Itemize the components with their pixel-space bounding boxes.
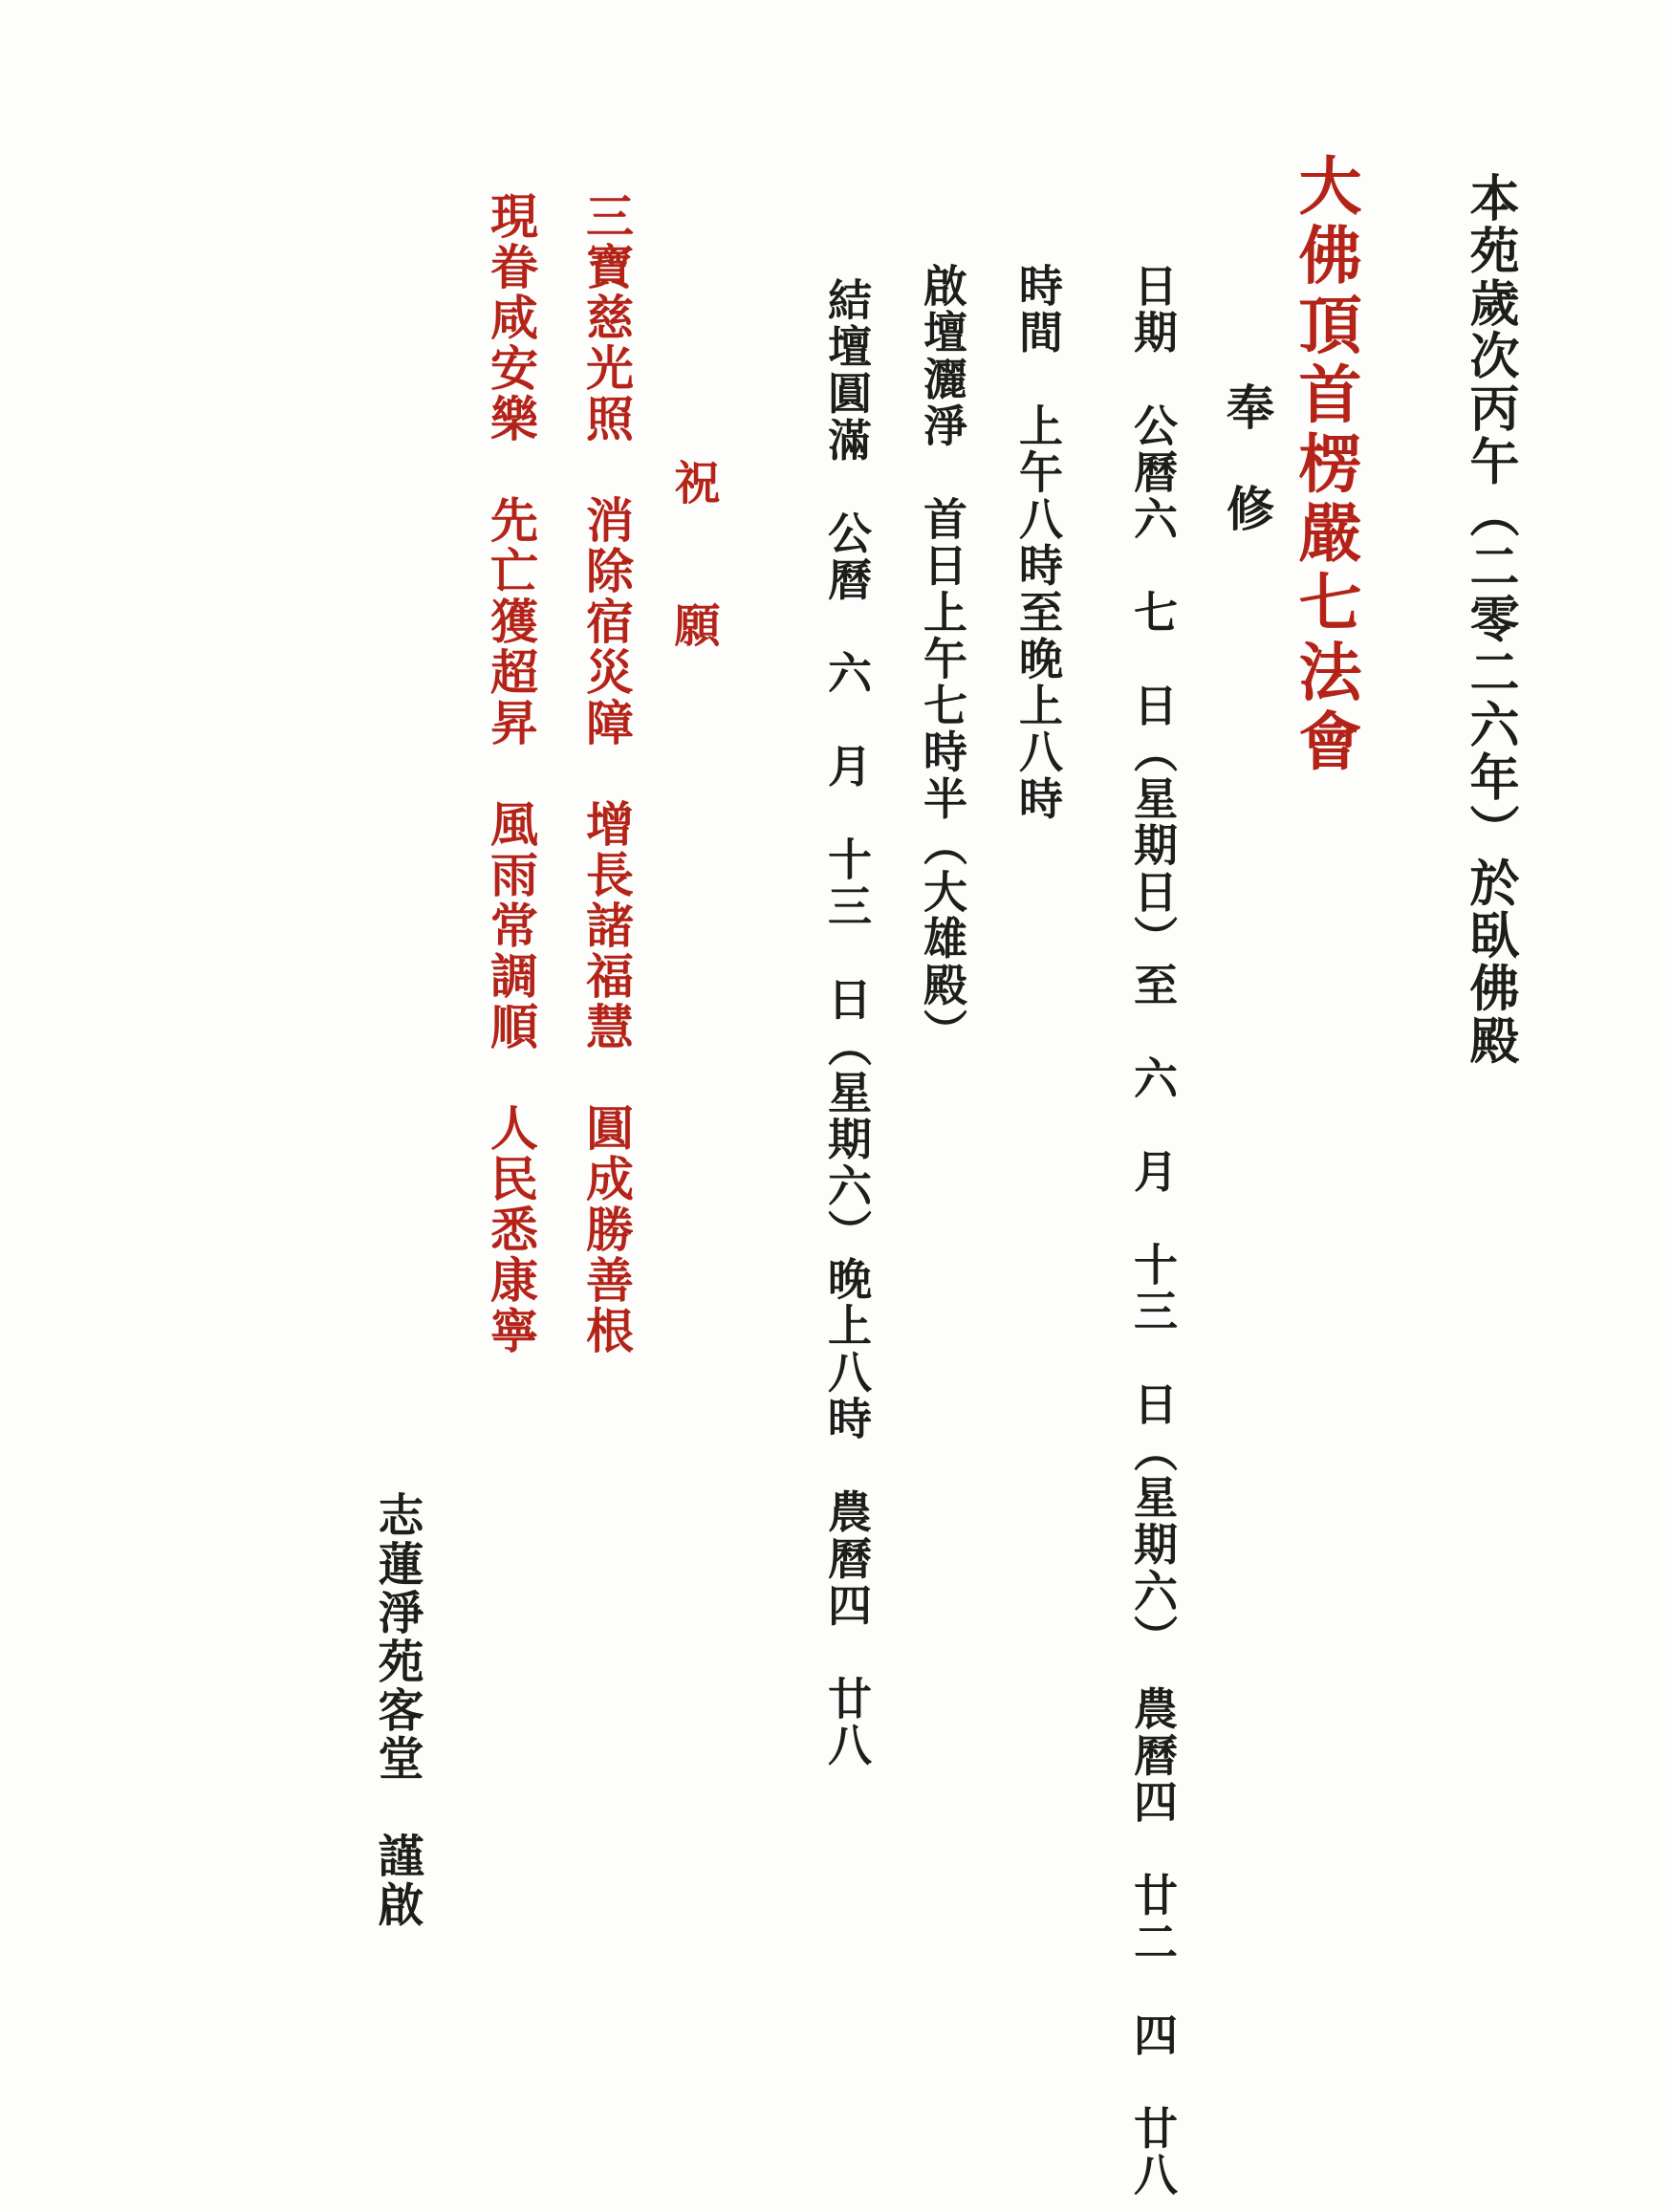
date-line: 日期 公曆六 七 日（星期日）至 六 月 十三 日（星期六） 農曆四 廿二 四 廿八 xyxy=(1127,263,1179,2199)
vow-line-1: 三寶慈光照 消除宿災障 增長諸福慧 圓成勝善根 xyxy=(578,191,635,1356)
intro-line: 本苑歲次丙午（二零二六年）於臥佛殿 xyxy=(1461,172,1519,1069)
offering-line: 奉 修 xyxy=(1219,382,1275,534)
signature-line: 志蓮淨苑客堂 謹啟 xyxy=(370,1491,423,1929)
closing-ritual-line: 結壇圓滿 公曆 六 月 十三 日（星期六）晚上八時 農曆四 廿八 xyxy=(821,277,873,1769)
time-line: 時間 上午八時至晚上八時 xyxy=(1012,263,1064,823)
wish-heading: 祝 願 xyxy=(666,459,720,673)
vow-line-2: 現眷咸安樂 先亡獲超昇 風雨常調順 人民悉康寧 xyxy=(483,191,539,1356)
assembly-title: 大佛頂首楞嚴七法會 xyxy=(1288,153,1362,778)
opening-ritual-line: 啟壇灑淨 首日上午七時半（大雄殿） xyxy=(917,263,968,1055)
